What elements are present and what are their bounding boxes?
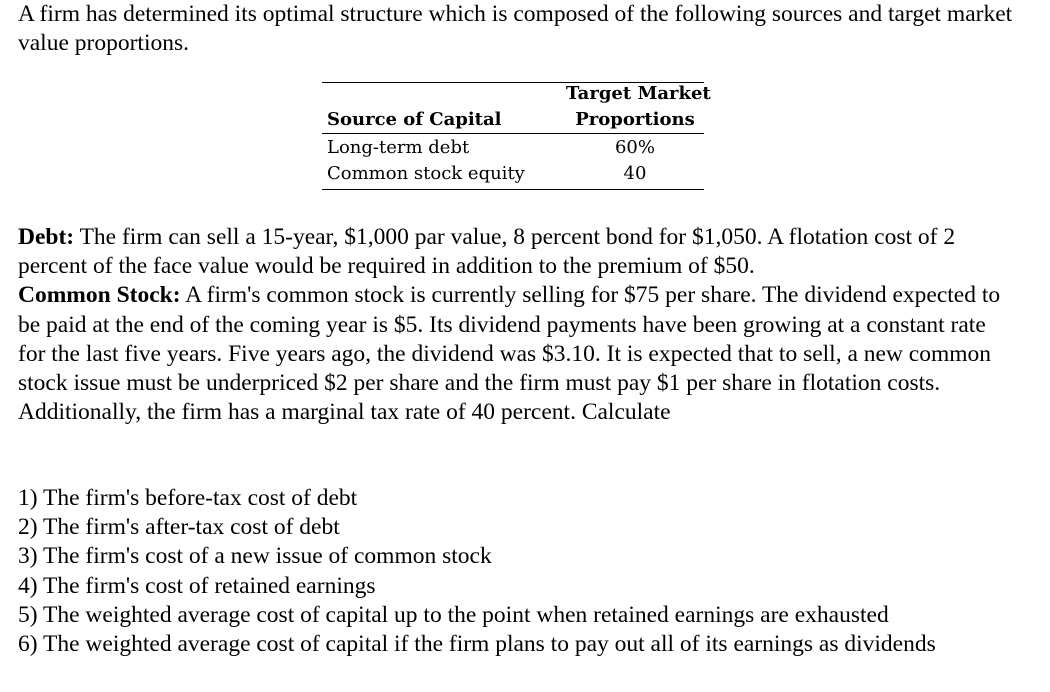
question-item: 5) The weighted average cost of capital up to the point when retained earnings are exhausted <box>18 601 889 628</box>
question-list <box>18 484 1008 659</box>
header-target-line1: Target Market <box>566 83 711 104</box>
common-stock-text: A firm's common stock is currently selling for $75 per share. The dividend expected to be paid at the end of the coming year is $5. Its dividend payments have been growing at a constant rate for the last five years. Five years ago, the dividend was $3.10. It is expected that to sell, a new common stock issue must be underpriced $2 per share and the firm must pay $1 per share in flotation costs. Additionally, the firm has a marginal tax rate of 40 percent. Calculate <box>18 282 1001 426</box>
row-proportion-equity: 40 <box>623 163 647 184</box>
debt-label: Debt: <box>18 224 75 250</box>
capital-structure-table <box>322 82 711 190</box>
row-proportion-debt: 60% <box>614 137 655 158</box>
question-item: 6) The weighted average cost of capital if the firm plans to pay out all of its earnings as dividends <box>18 631 936 658</box>
row-source-equity: Common stock equity <box>327 163 525 184</box>
question-item: 3) The firm's cost of a new issue of common stock <box>18 543 492 570</box>
row-source-debt: Long-term debt <box>327 137 470 158</box>
question-item: 2) The firm's after-tax cost of debt <box>18 514 340 541</box>
header-target-line2: Proportions <box>575 109 695 130</box>
table-bottom-rule <box>322 189 704 190</box>
table-header-rule <box>322 133 704 134</box>
question-item: 4) The firm's cost of retained earnings <box>18 572 376 599</box>
problem-paragraph <box>18 223 1008 427</box>
intro-paragraph: A firm has determined its optimal structure which is composed of the following sources and target market value proportions. <box>18 1 1013 56</box>
debt-text: The firm can sell a 15-year, $1,000 par value, 8 percent bond for $1,050. A flotation cost of 2 percent of the face value would be required in addition to the premium of $50. <box>18 224 956 280</box>
header-source: Source of Capital <box>327 109 502 130</box>
question-item: 1) The firm's before-tax cost of debt <box>18 485 358 511</box>
common-stock-label: Common Stock: <box>18 282 181 309</box>
